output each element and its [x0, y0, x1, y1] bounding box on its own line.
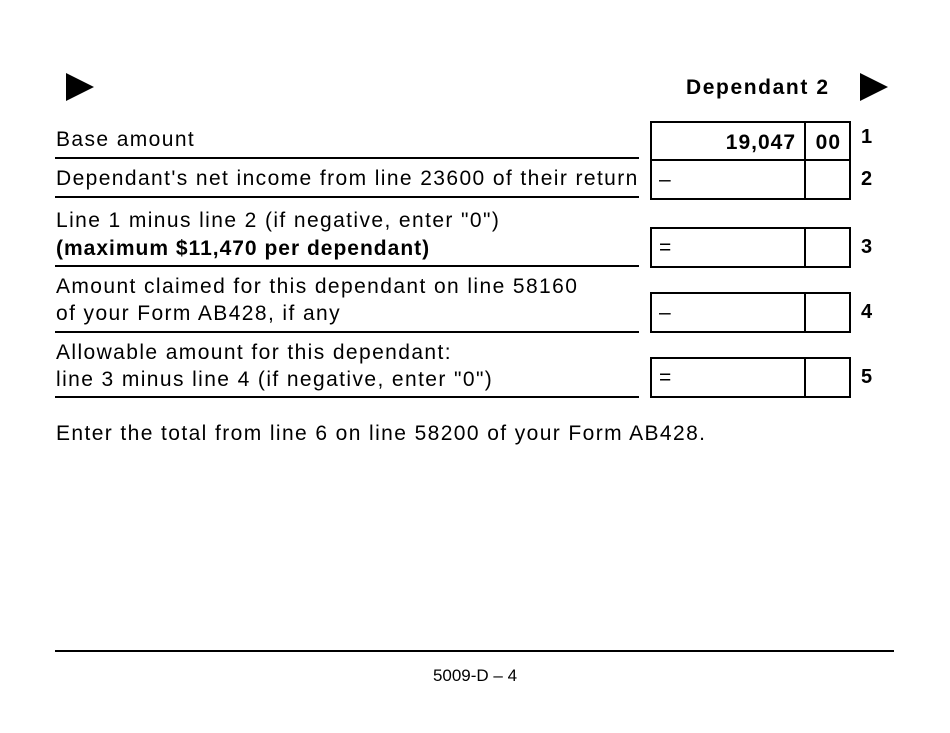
line-1-cents: 00 [815, 131, 841, 154]
line-3-rule [55, 265, 639, 267]
right-arrow-icon [860, 73, 888, 101]
line-5-number: 5 [861, 366, 873, 388]
line-4-field[interactable] [650, 292, 851, 333]
line-2-label: Dependant's net income from line 23600 of their return [56, 167, 639, 190]
line-1-number: 1 [861, 126, 873, 148]
page-id: 5009-D – 4 [432, 666, 518, 685]
line-5-operator: = [659, 366, 672, 389]
line-4-number: 4 [861, 301, 873, 323]
column-title: Dependant 2 [686, 76, 830, 99]
line-3-number: 3 [861, 236, 873, 258]
line-3-field[interactable] [650, 227, 851, 268]
line-4-label-line1: Amount claimed for this dependant on line 58160 [56, 275, 579, 298]
line-5-label-line2: line 3 minus line 4 (if negative, enter "0") [56, 368, 494, 391]
line-3-label-line1: Line 1 minus line 2 (if negative, enter "0") [56, 209, 501, 232]
line-4-label-line2: of your Form AB428, if any [56, 302, 342, 325]
line-4-operator: – [659, 301, 671, 324]
line-5-rule [55, 396, 639, 398]
line-1-label: Base amount [56, 128, 196, 151]
line-3-operator: = [659, 236, 672, 259]
line-5-field[interactable] [650, 357, 851, 398]
line-1-rule [55, 157, 639, 159]
line-1-amount: 19,047 [725, 131, 796, 154]
line-4-rule [55, 331, 639, 333]
line-5-label-line1: Allowable amount for this dependant: [56, 341, 452, 364]
line-2-number: 2 [861, 168, 873, 190]
line-2-operator: – [659, 168, 671, 191]
instruction-text: Enter the total from line 6 on line 58200 of your Form AB428. [56, 422, 707, 445]
line-2-rule [55, 196, 639, 198]
left-arrow-icon [66, 73, 94, 101]
line-1-field[interactable] [650, 121, 851, 161]
footer-rule [55, 650, 894, 652]
line-2-field[interactable] [650, 159, 851, 200]
line-3-label-line2: (maximum $11,470 per dependant) [56, 237, 431, 260]
